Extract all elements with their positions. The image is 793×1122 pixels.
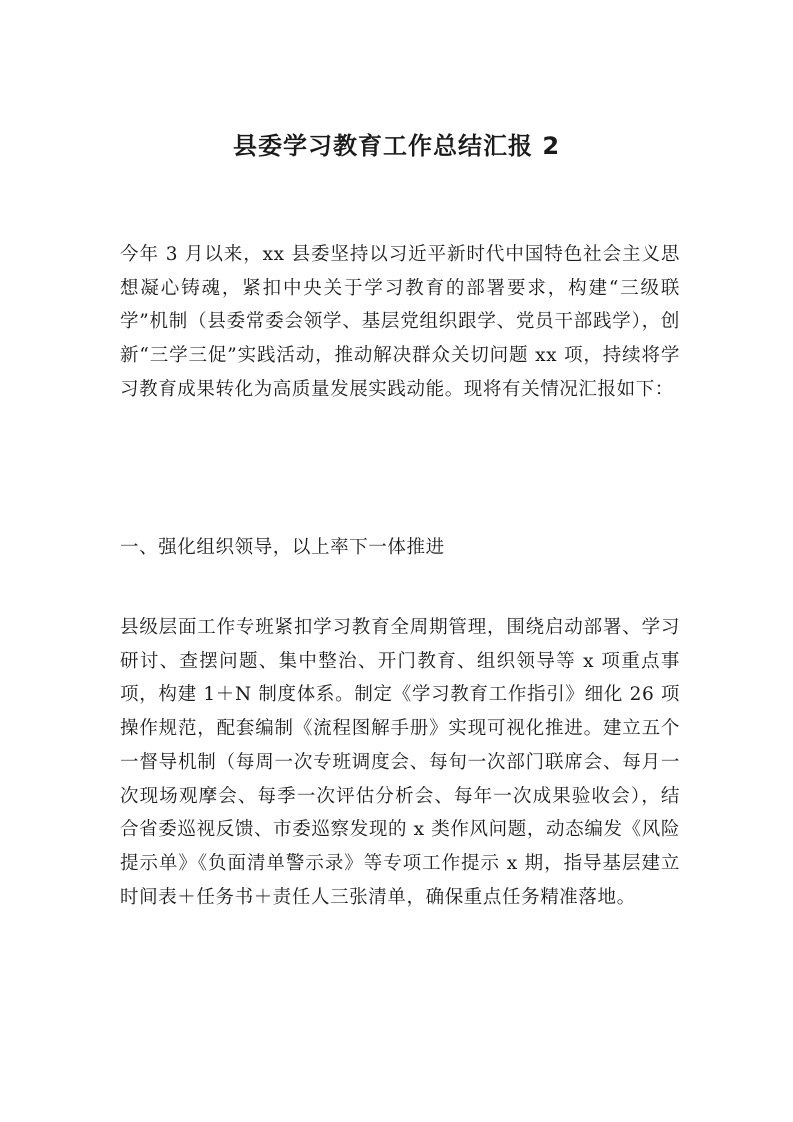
intro-paragraph: 今年 3 月以来，xx 县委坚持以习近平新时代中国特色社会主义思想凝心铸魂，紧扣中央关于学习教育的部署要求，构建“三级联学”机制（县委常委会领学、基层党组织跟学、党员干部践学），创新“三学三促”实践活动，推动解决群众关切问题 xx 项，持续将学习教育成果转化为高质量发展实践动能。现将有关情况汇报如下： — [120, 244, 680, 400]
document-title: 县委学习教育工作总结汇报 2 — [232, 132, 561, 160]
section-heading-1: 一、强化组织领导，以上率下一体推进 — [120, 537, 445, 558]
section-1-paragraph: 县级层面工作专班紧扣学习教育全周期管理，围绕启动部署、学习研讨、查摆问题、集中整治、开门教育、组织领导等 x 项重点事项，构建 1＋N 制度体系。制定《学习教育工作指引》细化 26 项操作规范，配套编制《流程图解手册》实现可视化推进。建立五个一督导机制（每周一次专班调度会、每旬一次部门联席会、每月一次现场观摩会、每季一次评估分析会、每年一次成果验收会），结合省委巡视反馈、市委巡察发现的 x 类作风问题，动态编发《风险提示单》《负面清单警示录》等专项工作提示 x 期，指导基层建立时间表＋任务书＋责任人三张清单，确保重点任务精准落地。 — [120, 617, 680, 908]
